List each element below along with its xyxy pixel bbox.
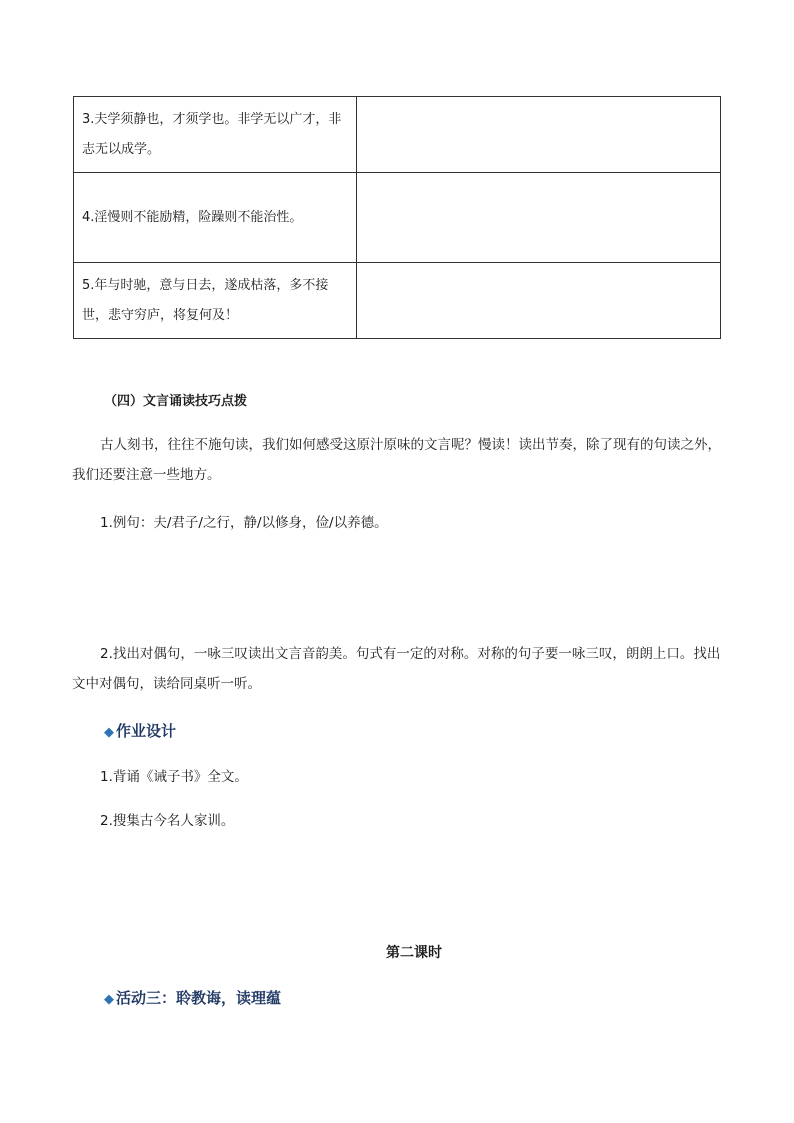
activity-heading [104,987,281,1008]
table-cell-sentence: 4.淫慢则不能励精，险躁则不能治性。 [74,173,357,263]
table-cell-answer [357,173,721,263]
table-cell-sentence: 5.年与时驰，意与日去，遂成枯落，多不接世，悲守穷庐，将复何及！ [74,263,357,339]
exercise-table [73,96,721,339]
diamond-icon: ◆ [104,725,114,740]
section-intro-paragraph: 古人刻书，往往不施句读，我们如何感受这原汁原味的文言呢？慢读！读出节奏，除了现有的句读之外，我们还要注意一些地方。 [72,437,721,483]
homework-heading [104,720,176,741]
lesson-title: 第二课时 [386,945,442,961]
diamond-icon: ◆ [104,992,114,1007]
table-row [74,173,721,263]
table-row [74,97,721,173]
list-item: 2.找出对偶句，一咏三叹读出文言音韵美。句式有一定的对称。对称的句子要一咏三叹，朗朗上口。找出文中对偶句，读给同桌听一听。 [72,646,721,692]
table-cell-answer [357,263,721,339]
list-item: 1.背诵《诫子书》全文。 [100,769,248,785]
table-cell-sentence: 3.夫学须静也，才须学也。非学无以广才，非志无以成学。 [74,97,357,173]
list-item: 1.例句：夫/君子/之行，静/以修身，俭/以养德。 [100,515,388,531]
list-item: 2.搜集古今名人家训。 [100,813,235,829]
homework-title: 作业设计 [116,722,177,740]
activity-title: 活动三：聆教诲，读理蕴 [116,989,282,1007]
section-title: （四）文言诵读技巧点拨 [104,394,248,409]
table-row [74,263,721,339]
table-cell-answer [357,97,721,173]
